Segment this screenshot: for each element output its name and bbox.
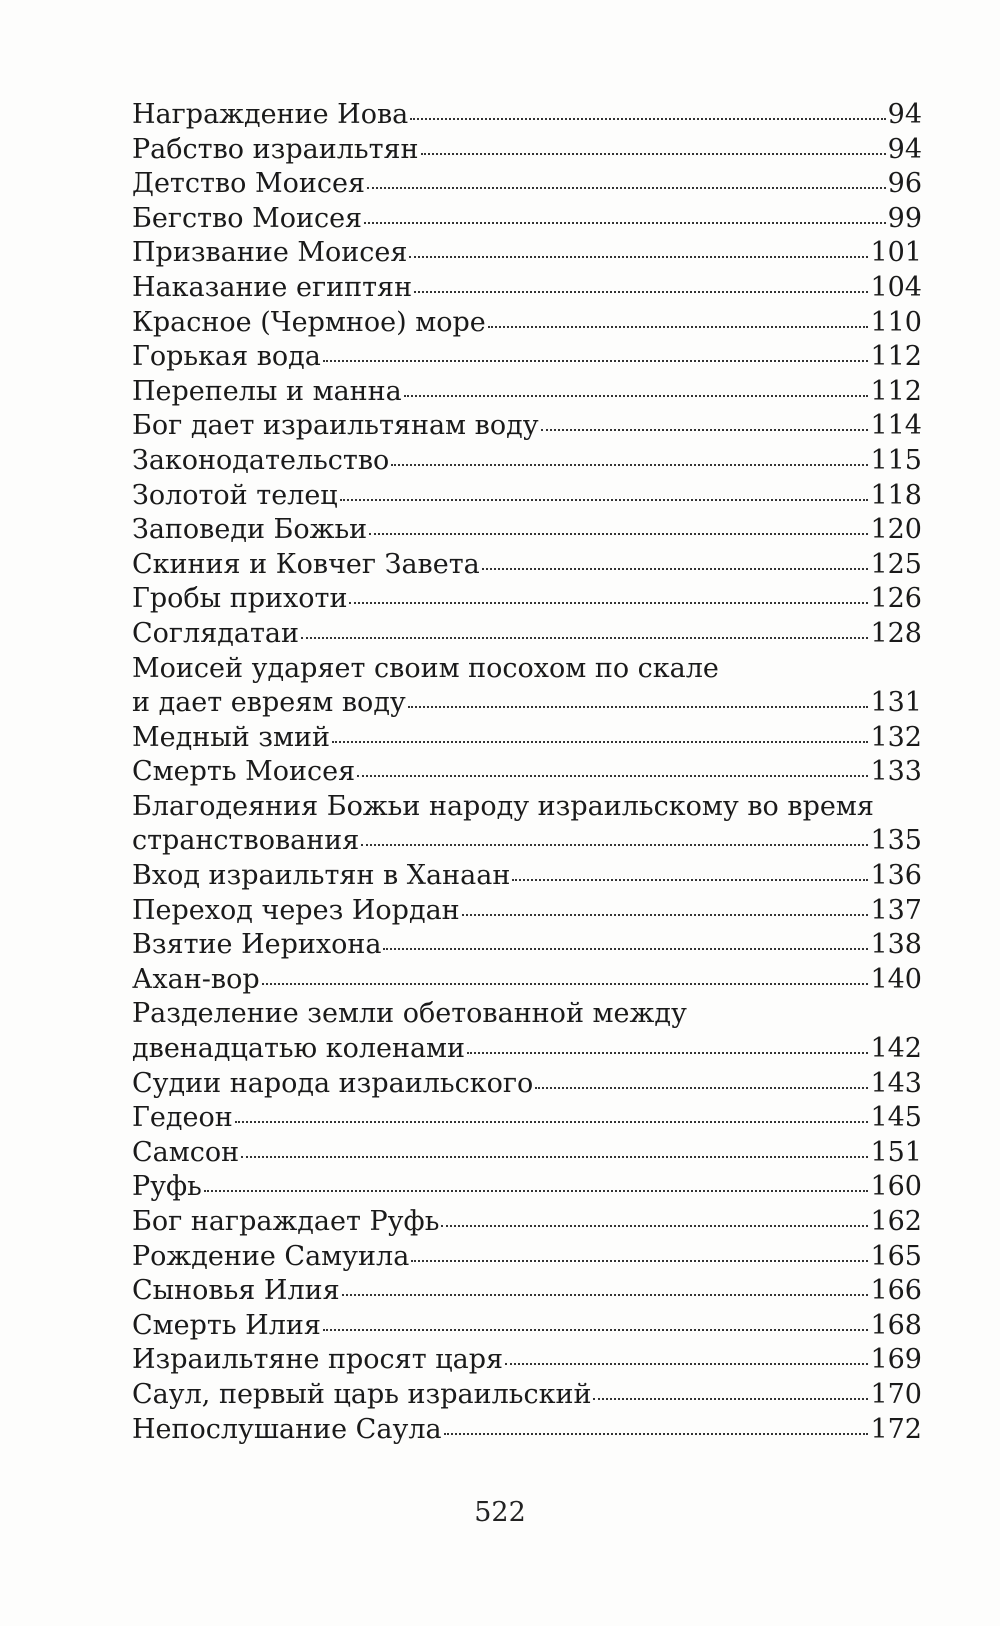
- toc-entry-page: 112: [870, 341, 922, 373]
- toc-entry: [132, 236, 922, 271]
- toc-entry: [132, 548, 922, 583]
- toc-entry: [132, 928, 922, 963]
- toc-entry: [132, 997, 922, 1066]
- dot-leader: [414, 290, 868, 293]
- toc-entry: [132, 444, 922, 479]
- dot-leader: [462, 913, 869, 916]
- toc-entry-page: 143: [870, 1067, 922, 1099]
- dot-leader: [323, 359, 869, 362]
- dot-leader: [241, 1155, 868, 1158]
- dot-leader: [342, 1293, 869, 1296]
- dot-leader: [488, 325, 869, 328]
- toc-entry-title: Законодательство: [132, 444, 390, 476]
- toc-entry: [132, 1309, 922, 1344]
- toc-entry-page: 162: [870, 1206, 922, 1237]
- toc-entry-title: Бегство Моисея: [132, 202, 363, 234]
- dot-leader: [357, 774, 868, 777]
- dot-leader: [391, 463, 868, 466]
- toc-entry-title: Смерть Моисея: [132, 756, 356, 788]
- toc-entry: [132, 652, 922, 721]
- toc-entry-title: Золотой телец: [132, 479, 338, 511]
- toc-entry-title: Награждение Иова: [132, 99, 409, 130]
- toc-entry-page: 114: [870, 410, 922, 442]
- toc-entry: [132, 859, 922, 894]
- dot-leader: [512, 878, 868, 881]
- toc-entry-page: 132: [870, 721, 922, 753]
- dot-leader: [409, 255, 868, 258]
- toc-entry-page: 136: [870, 860, 922, 892]
- toc-entry-page: 165: [870, 1240, 922, 1272]
- toc-entry-title: Руфь: [132, 1171, 202, 1203]
- toc-entry: [132, 1170, 922, 1205]
- toc-entry: [132, 1240, 922, 1275]
- dot-leader: [535, 1086, 868, 1089]
- toc-entry-page: 101: [870, 237, 922, 269]
- toc-entry: [132, 755, 922, 790]
- dot-leader: [593, 1397, 868, 1400]
- toc-entry-title: Рабство израильтян: [132, 133, 419, 165]
- toc-entry-page: 94: [887, 99, 922, 130]
- toc-entry: [132, 1205, 922, 1240]
- toc-entry-page: 126: [870, 583, 922, 615]
- toc-entry-page: 120: [870, 514, 922, 546]
- toc-entry-page: 145: [870, 1102, 922, 1134]
- dot-leader: [444, 1432, 869, 1435]
- toc-entry-page: 131: [870, 687, 922, 719]
- dot-leader: [411, 1259, 868, 1262]
- toc-entry-title: Рождение Самуила: [132, 1240, 410, 1272]
- toc-entry-title-line1: Разделение земли обетованной между: [132, 998, 687, 1030]
- toc-entry-title: Судии народа израильского: [132, 1067, 534, 1099]
- toc-entry-title: Самсон: [132, 1136, 240, 1168]
- toc-entry-title: Детство Моисея: [132, 168, 365, 200]
- toc-entry-page: 133: [870, 756, 922, 788]
- toc-entry-title: Скиния и Ковчег Завета: [132, 548, 480, 580]
- toc-entry: [132, 582, 922, 617]
- dot-leader: [204, 1189, 869, 1192]
- dot-leader: [383, 947, 868, 950]
- toc-entry-page: 115: [870, 444, 922, 476]
- dot-leader: [235, 1120, 869, 1123]
- toc-entry: [132, 98, 922, 133]
- toc-entry: [132, 1136, 922, 1171]
- toc-entry-title: Израильтяне просят царя: [132, 1344, 504, 1376]
- toc-entry-title: Красное (Чермное) море: [132, 306, 486, 338]
- toc-entry: [132, 271, 922, 306]
- toc-entry-page: 104: [870, 271, 922, 303]
- toc-entry-title: Саул, первый царь израильский: [132, 1378, 592, 1410]
- toc-entry: [132, 617, 922, 652]
- toc-entry-title: Перепелы и манна: [132, 375, 402, 407]
- toc-entry: [132, 1413, 922, 1448]
- toc-entry: [132, 894, 922, 929]
- dot-leader: [301, 636, 868, 639]
- toc-entry-page: 128: [870, 617, 922, 649]
- toc-entry: [132, 306, 922, 341]
- toc-entry-title-line1: Моисей ударяет своим посохом по скале: [132, 652, 719, 684]
- dot-leader: [410, 117, 885, 120]
- dot-leader: [323, 1328, 869, 1331]
- dot-leader: [364, 221, 886, 224]
- dot-leader: [505, 1362, 868, 1365]
- dot-leader: [332, 740, 868, 743]
- toc-entry-title: Непослушание Саула: [132, 1413, 442, 1445]
- dot-leader: [404, 394, 869, 397]
- toc-entry-title-line2: странствования: [132, 825, 360, 857]
- toc-entry-title: Наказание египтян: [132, 271, 413, 303]
- dot-leader: [340, 498, 869, 501]
- dot-leader: [408, 705, 869, 708]
- toc-entry-title: Вход израильтян в Ханаан: [132, 860, 511, 892]
- table-of-contents: [132, 98, 922, 1447]
- dot-leader: [361, 843, 868, 846]
- toc-entry-page: 168: [870, 1309, 922, 1341]
- toc-entry-title: Ахан-вор: [132, 963, 260, 995]
- toc-entry: [132, 513, 922, 548]
- toc-entry: [132, 721, 922, 756]
- dot-leader: [421, 152, 886, 155]
- toc-entry: [132, 1343, 922, 1378]
- toc-entry-page: 112: [870, 375, 922, 407]
- dot-leader: [482, 567, 869, 570]
- toc-entry-title: Горькая вода: [132, 341, 321, 373]
- toc-entry-page: 94: [887, 133, 922, 165]
- dot-leader: [349, 601, 868, 604]
- toc-entry-page: 151: [870, 1136, 922, 1168]
- toc-entry-page: 138: [870, 929, 922, 961]
- toc-entry-title: Бог дает израильтянам воду: [132, 410, 539, 442]
- toc-entry-title: Взятие Иерихона: [132, 929, 382, 961]
- toc-entry-page: 170: [870, 1378, 922, 1410]
- toc-entry-page: 99: [887, 202, 922, 234]
- toc-entry: [132, 1274, 922, 1309]
- toc-entry: [132, 133, 922, 168]
- toc-entry-title: Сыновья Илия: [132, 1275, 340, 1307]
- dot-leader: [541, 428, 869, 431]
- toc-entry-page: 110: [870, 306, 922, 338]
- toc-entry-title-line1: Благодеяния Божьи народу израильскому во время: [132, 790, 874, 822]
- toc-entry-page: 142: [870, 1033, 922, 1065]
- toc-entry-page: 169: [870, 1344, 922, 1376]
- toc-entry-title: Соглядатаи: [132, 617, 299, 649]
- toc-entry-page: 118: [870, 479, 922, 511]
- toc-entry-page: 140: [870, 963, 922, 995]
- toc-entry-page: 135: [870, 825, 922, 857]
- toc-entry: [132, 1067, 922, 1102]
- toc-entry-page: 137: [870, 894, 922, 926]
- toc-entry-title: Гробы прихоти: [132, 583, 348, 615]
- toc-entry-title: Переход через Иордан: [132, 894, 460, 926]
- toc-entry-title: Гедеон: [132, 1102, 233, 1134]
- toc-entry: [132, 479, 922, 514]
- dot-leader: [367, 186, 886, 189]
- toc-entry-page: 96: [887, 168, 922, 200]
- toc-entry-title: Бог награждает Руфь: [132, 1206, 440, 1237]
- toc-entry: [132, 963, 922, 998]
- toc-entry: [132, 340, 922, 375]
- toc-entry-title: Смерть Илия: [132, 1309, 321, 1341]
- toc-entry: [132, 790, 922, 859]
- dot-leader: [262, 982, 869, 985]
- toc-entry-page: 125: [870, 548, 922, 580]
- toc-entry-title-line2: двенадцатью коленами: [132, 1033, 466, 1065]
- toc-entry: [132, 167, 922, 202]
- toc-entry-title: Призвание Моисея: [132, 237, 408, 269]
- toc-entry: [132, 1101, 922, 1136]
- toc-entry-page: 166: [870, 1275, 922, 1307]
- toc-entry-page: 160: [870, 1171, 922, 1203]
- toc-entry: [132, 202, 922, 237]
- page-number: 522: [474, 1497, 526, 1528]
- toc-entry: [132, 1378, 922, 1413]
- toc-entry-page: 172: [870, 1413, 922, 1445]
- toc-entry: [132, 375, 922, 410]
- toc-entry: [132, 409, 922, 444]
- dot-leader: [369, 532, 868, 535]
- toc-entry-title-line2: и дает евреям воду: [132, 687, 406, 719]
- dot-leader: [441, 1224, 868, 1227]
- toc-entry-title: Заповеди Божьи: [132, 514, 368, 546]
- dot-leader: [467, 1051, 868, 1054]
- toc-entry-title: Медный змий: [132, 721, 331, 753]
